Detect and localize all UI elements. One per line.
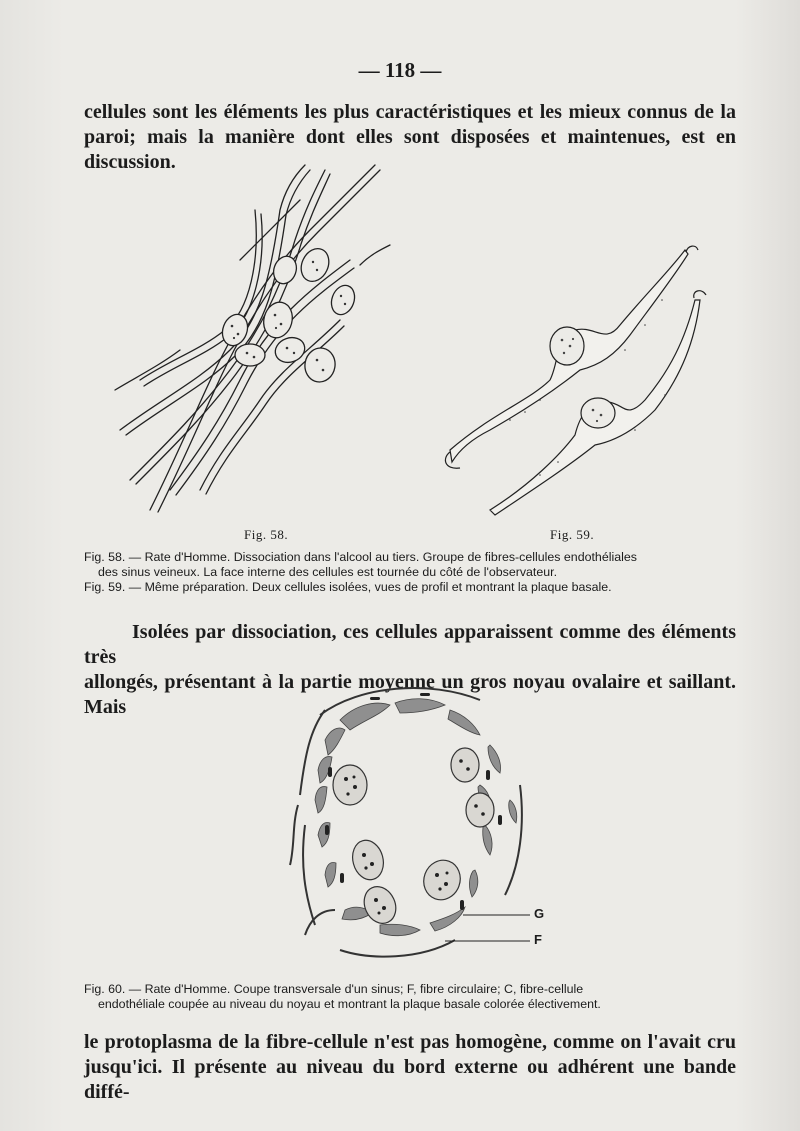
label-g: G bbox=[534, 906, 545, 921]
figure-60-illustration bbox=[280, 675, 550, 965]
caption-line: endothéliale coupée au niveau du noyau et montrant la plaque basale colorée électivement. bbox=[98, 997, 601, 1011]
text-line: paroi; mais la manière dont elles sont disposées et maintenues, est en discussion. bbox=[84, 126, 736, 173]
label-f: F bbox=[534, 932, 542, 947]
figure-59-illustration bbox=[430, 240, 720, 520]
text-line: cellules sont les éléments les plus caractéristiques et les mieux connus de la bbox=[84, 101, 736, 123]
caption-line: des sinus veineux. La face interne des cellules est tournée du côté de l'observateur. bbox=[98, 565, 558, 579]
caption-fig-58-59 bbox=[84, 550, 739, 595]
text-line: jusqu'ici. Il présente au niveau du bord externe ou adhérent une bande diffé- bbox=[84, 1056, 736, 1103]
text-line: allongés, présentant à la partie moyenne un gros noyau ovalaire et saillant. Mais bbox=[84, 671, 736, 718]
figure-58-label: Fig. 58. bbox=[244, 527, 289, 542]
page-number: — 118 — bbox=[358, 58, 442, 82]
paragraph-bottom bbox=[84, 1030, 736, 1105]
figure-59-label: Fig. 59. bbox=[550, 527, 595, 542]
figure-58-illustration bbox=[110, 150, 400, 520]
caption-line: Fig. 60. — Rate d'Homme. Coupe transversale d'un sinus; F, fibre circulaire; C, fibre-cellule bbox=[84, 982, 584, 996]
text-line: Isolées par dissociation, ces cellules apparaissent comme des éléments très bbox=[84, 621, 736, 668]
caption-fig-60 bbox=[84, 982, 739, 1012]
text-line: le protoplasma de la fibre-cellule n'est pas homogène, comme on l'avait cru bbox=[84, 1031, 736, 1053]
caption-line: Fig. 58. — Rate d'Homme. Dissociation dans l'alcool au tiers. Groupe de fibres-cellules endothéliales bbox=[84, 550, 637, 564]
caption-line: Fig. 59. — Même préparation. Deux cellules isolées, vues de profil et montrant la plaque basale. bbox=[84, 580, 612, 594]
